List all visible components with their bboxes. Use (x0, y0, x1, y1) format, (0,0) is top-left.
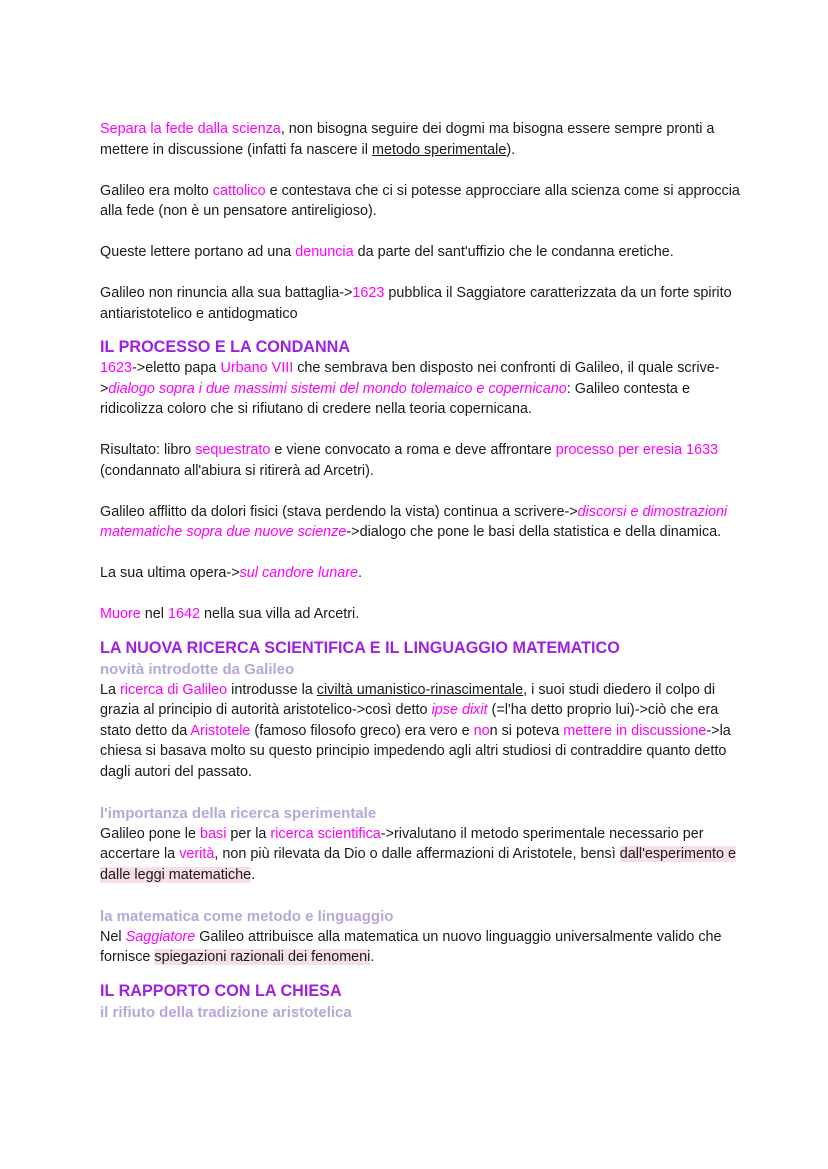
paragraph-saggiatore: Galileo non rinuncia alla sua battaglia->1623 pubblica il Saggiatore caratterizzata da un forte spirito antiaristotelico e antidogmatico (100, 285, 732, 322)
marker-highlight: dall'esperimento e dalle leggi matematiche (100, 846, 737, 883)
highlight-term: no (473, 722, 490, 739)
paragraph-catholic: Galileo era molto cattolico e contestava che ci si potesse approcciare alla scienza come si approccia alla fede (non è un pensatore antireligioso). (100, 182, 740, 219)
paragraph-urbano: 1623->eletto papa Urbano VIII che sembrava ben disposto nei confronti di Galileo, il quale scrive->dialogo sopra i due massimi sistemi del mondo tolemaico e copernicano: Galileo contesta e ridicolizza coloro che si rifiutano di credere nella teoria copernicana. (100, 360, 720, 417)
highlight-term: processo per eresia 1633 (555, 442, 719, 458)
paragraph-saggiatore-matematica: Nel Saggiatore Galileo attribuisce alla matematica un nuovo linguaggio universalmente valido che fornisce spiegazioni razionali dei fenomeni. (100, 928, 722, 965)
highlight-title: discorsi e dimostrazioni matematiche sopra due nuove scienze (100, 503, 728, 540)
highlight-title: Saggiatore (125, 928, 196, 945)
subheading-novita: novità introdotte da Galileo (100, 660, 295, 678)
highlight-term: 1623 (352, 285, 385, 301)
section-heading-chiesa: IL RAPPORTO CON LA CHIESA (100, 981, 342, 1000)
paragraph-basi: Galileo pone le basi per la ricerca scientifica->rivalutano il metodo sperimentale necessario per accertare la verità, non più rilevata da Dio o dalle affermazioni di Aristotele, bensì dall'esperimento e dalle leggi matematiche. (100, 825, 737, 883)
subheading-rifiuto: il rifiuto della tradizione aristotelica (100, 1003, 352, 1021)
highlight-term: denuncia (295, 244, 354, 260)
paragraph-discorsi: Galileo afflitto da dolori fisici (stava perdendo la vista) continua a scrivere->discorsi e dimostrazioni matematiche sopra due nuove scienze->dialogo che pone le basi della statistica e della dinamica. (100, 503, 728, 540)
paragraph-faith-science: Separa la fede dalla scienza, non bisogna seguire dei dogmi ma bisogna essere sempre pronti a mettere in discussione (infatti fa nascere il metodo sperimentale). (100, 121, 715, 158)
highlight-title: dialogo sopra i due massimi sistemi del mondo tolemaico e copernicano (108, 380, 567, 397)
section-heading-ricerca: LA NUOVA RICERCA SCIENTIFICA E IL LINGUAGGIO MATEMATICO (100, 638, 620, 657)
marker-highlight: spiegazioni razionali dei fenomeni (154, 949, 371, 965)
highlight-term: 1642 (168, 606, 201, 622)
paragraph-ricerca-galileo: La ricerca di Galileo introdusse la civiltà umanistico-rinascimentale, i suoi studi diedero il colpo di grazia al principio di autorità aristotelico->così detto ipse dixit (=l'ha detto proprio lui)->ciò che era stato detto da Aristotele (famoso filosofo greco) era vero e non si poteva mettere in discussione->la chiesa si basava molto su questo principio impedendo agli altri studiosi di contraddire quanto detto dagli autori del passato. (100, 681, 731, 780)
paragraph-ultima-opera: La sua ultima opera->sul candore lunare. (100, 565, 362, 581)
highlight-term: ricerca di Galileo (120, 681, 228, 698)
highlight-term: mettere in discussione (563, 722, 707, 739)
highlight-title: sul candore lunare (239, 565, 358, 581)
highlight-term: basi (200, 825, 227, 842)
highlight-term: sequestrato (195, 442, 271, 458)
subheading-matematica: la matematica come metodo e linguaggio (100, 907, 394, 925)
highlight-term: Aristotele (190, 722, 251, 739)
highlight-term: verità (179, 846, 215, 862)
highlight-term: cattolico (212, 182, 266, 199)
highlight-term: Urbano VIII (220, 360, 294, 376)
section-heading-processo: IL PROCESSO E LA CONDANNA (100, 338, 351, 356)
underlined-term: civiltà umanistico-rinascimentale (316, 681, 524, 698)
highlight-title: ipse dixit (431, 702, 488, 718)
paragraph-denuncia: Queste lettere portano ad una denuncia da parte del sant'uffizio che le condanna eretiche. (100, 244, 674, 260)
subheading-importanza: l'importanza della ricerca sperimentale (100, 804, 377, 822)
document-body (100, 119, 740, 1023)
highlight-term: Muore (100, 606, 141, 622)
paragraph-muore: Muore nel 1642 nella sua villa ad Arcetri. (100, 606, 360, 622)
highlight-term: ricerca scientifica (270, 825, 381, 842)
highlight-term: Separa la fede dalla scienza (100, 121, 281, 137)
paragraph-risultato: Risultato: libro sequestrato e viene convocato a roma e deve affrontare processo per eresia 1633 (condannato all'abiura si ritirerà ad Arcetri). (100, 442, 719, 479)
underlined-term: metodo sperimentale (371, 141, 507, 158)
highlight-term: 1623 (100, 360, 133, 376)
